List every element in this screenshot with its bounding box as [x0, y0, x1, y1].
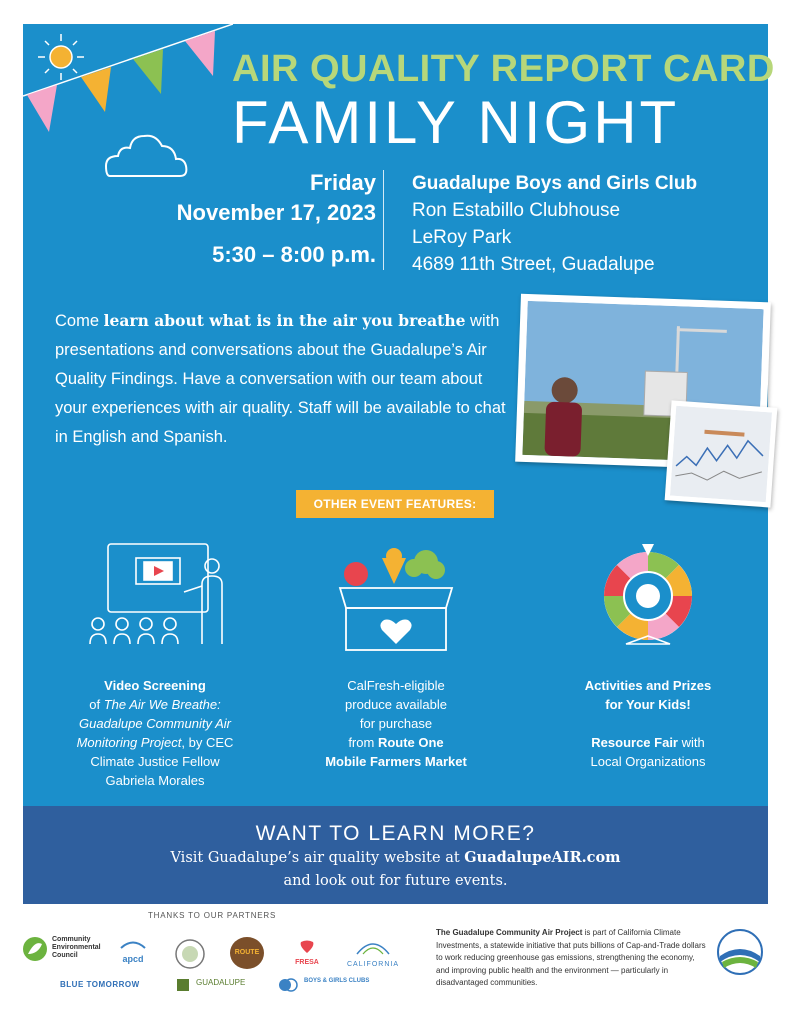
about-text: is part of California Climate Investments, a statewide initiative that puts billions of Cap-and-Trade dollars to work reducing greenhouse gas emissions, strengthening the economy, and improving public health and the environment — particularly in disadvantaged communities. — [436, 928, 706, 987]
event-date-block — [177, 168, 376, 268]
photo-data-chart-image — [670, 406, 772, 502]
cec-logo — [22, 936, 106, 966]
apcd-logo — [116, 936, 150, 964]
venue-address: 4689 11th Street, Guadalupe — [412, 254, 655, 275]
intro-emphasis: learn about what is in the air you breathe — [103, 311, 466, 330]
produce-line-2: produce available — [345, 697, 447, 712]
header-divider — [383, 170, 384, 270]
kids-activities-text — [560, 676, 736, 771]
kids-title-1: Activities and Prizes — [584, 678, 712, 693]
resource-fair-with: with — [677, 735, 705, 750]
route-one-logo — [230, 937, 264, 969]
gusd-logo — [176, 978, 245, 992]
venue-block — [412, 170, 697, 278]
gusd-emblem-icon — [176, 978, 190, 992]
learn-more-line-2: and look out for future events. — [283, 873, 508, 889]
intro-body: with presentations and conversations about the Guadalupe’s Air Quality Findings. Have a conversation with our team about your experiences with air quality. Staff will be available to chat in English and Spanish. — [55, 312, 506, 446]
learn-more-prefix: Visit Guadalupe’s air quality website at — [170, 850, 465, 866]
photo-data-chart — [665, 400, 778, 507]
boys-girls-club-logo — [278, 978, 369, 992]
blue-tomorrow-logo — [60, 980, 140, 989]
video-screening-credit: , by CEC Climate Justice Fellow Gabriela Morales — [90, 735, 234, 788]
venue-line-2: Ron Estabillo Clubhouse — [412, 200, 621, 221]
sun-icon — [36, 32, 86, 82]
city-seal-icon — [174, 938, 206, 970]
bgc-logo-text: BOYS & GIRLS CLUBS — [304, 978, 370, 984]
other-features-badge: OTHER EVENT FEATURES: — [296, 490, 494, 518]
about-paragraph — [436, 927, 706, 990]
video-screening-of: of — [89, 697, 101, 712]
video-screening-icon — [84, 540, 230, 652]
apcd-arc-icon — [119, 939, 147, 949]
video-screening-title: Video Screening — [104, 678, 206, 693]
gusd-logo-text: GUADALUPE — [196, 978, 246, 987]
california-arc-icon — [353, 938, 393, 956]
produce-market-1: Route One — [377, 735, 444, 750]
video-screening-film: The Air We Breathe: Guadalupe Community Air Monitoring Project — [76, 697, 231, 750]
about-project-name: The Guadalupe Community Air Project — [436, 928, 583, 937]
prize-wheel-icon — [596, 540, 700, 660]
title-line-1: AIR QUALITY REPORT CARD — [232, 48, 775, 90]
apcd-logo-text: apcd — [122, 954, 144, 964]
california-logo — [346, 938, 400, 968]
cec-leaf-icon — [22, 936, 48, 962]
resource-fair-line-2: Local Organizations — [590, 754, 706, 769]
venue-name: Guadalupe Boys and Girls Club — [412, 173, 698, 194]
event-day: Friday — [309, 170, 376, 195]
strawberry-icon — [298, 938, 316, 954]
california-climate-investments-logo — [710, 922, 770, 982]
video-screening-text — [66, 676, 244, 790]
blue-tomorrow-logo-text: BLUE TOMORROW — [60, 980, 140, 989]
fresa-logo — [292, 938, 322, 966]
event-date: November 17, 2023 — [176, 200, 376, 225]
produce-line-3: for purchase — [359, 716, 433, 731]
cec-logo-text: Community Environmental Council — [52, 936, 101, 959]
kids-title-2: for Your Kids! — [605, 697, 691, 712]
title-line-2: FAMILY NIGHT — [232, 89, 680, 156]
fresa-logo-text: FRESA — [295, 959, 319, 966]
learn-more-title: WANT TO LEARN MORE? — [255, 822, 536, 845]
bgc-hands-icon — [278, 978, 298, 992]
produce-from: from — [348, 735, 375, 750]
intro-paragraph — [55, 306, 515, 452]
california-logo-text: CALIFORNIA — [346, 961, 399, 968]
produce-market-2: Mobile Farmers Market — [325, 754, 467, 769]
city-seal-logo — [174, 938, 206, 975]
learn-more-band — [23, 806, 768, 904]
route-one-logo-text: ROUTE — [234, 949, 260, 956]
intro-prefix: Come — [55, 312, 104, 330]
website-link[interactable]: GuadalupeAIR.com — [464, 849, 621, 866]
produce-box-icon — [334, 540, 458, 654]
resource-fair-title: Resource Fair — [591, 735, 678, 750]
produce-line-1: CalFresh-eligible — [347, 678, 445, 693]
partners-heading: THANKS TO OUR PARTNERS — [148, 911, 277, 920]
venue-line-3: LeRoy Park — [412, 227, 512, 248]
learn-more-line-1 — [23, 846, 768, 870]
produce-text — [306, 676, 486, 771]
event-time: 5:30 – 8:00 p.m. — [212, 242, 376, 267]
